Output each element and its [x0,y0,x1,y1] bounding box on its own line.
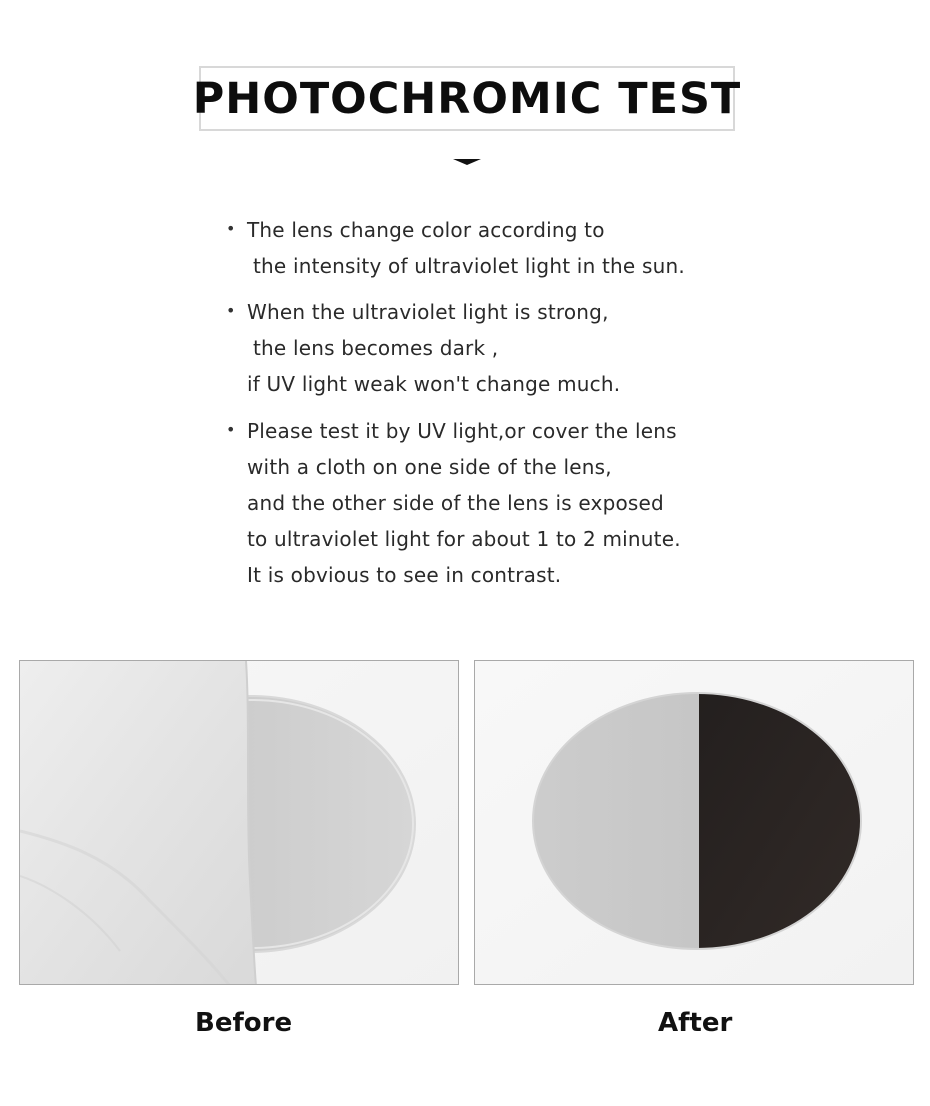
page-title: PHOTOCHROMIC TEST [192,73,742,124]
bullet-item-2 [222,294,620,402]
bullet-icon: • [226,301,236,320]
before-caption: Before [195,1008,293,1038]
bullet-item-3 [222,413,681,593]
bullet-line: The lens change color according to [247,218,605,242]
bullet-line: It is obvious to see in contrast. [247,563,562,587]
bullet-icon: • [226,219,236,238]
title-frame [192,66,742,131]
bullet-line: if UV light weak won't change much. [247,372,621,396]
before-lens-illustration [20,661,459,985]
bullet-icon: • [226,420,236,439]
bullet-line: the intensity of ultraviolet light in the sun. [253,254,685,278]
before-photo [19,660,459,985]
down-arrow-icon [453,159,481,165]
after-caption: After [658,1008,733,1038]
bullet-line: to ultraviolet light for about 1 to 2 minute. [247,527,681,551]
bullet-line: with a cloth on one side of the lens, [247,455,612,479]
bullet-line: the lens becomes dark , [253,336,499,360]
after-lens-illustration [475,661,914,985]
cloth-cover [20,661,256,985]
after-photo [474,660,914,985]
bullet-line: and the other side of the lens is exposed [247,491,664,515]
bullet-line: When the ultraviolet light is strong, [247,300,609,324]
bullet-line: Please test it by UV light,or cover the lens [247,419,677,443]
bullet-item-1 [222,212,685,284]
